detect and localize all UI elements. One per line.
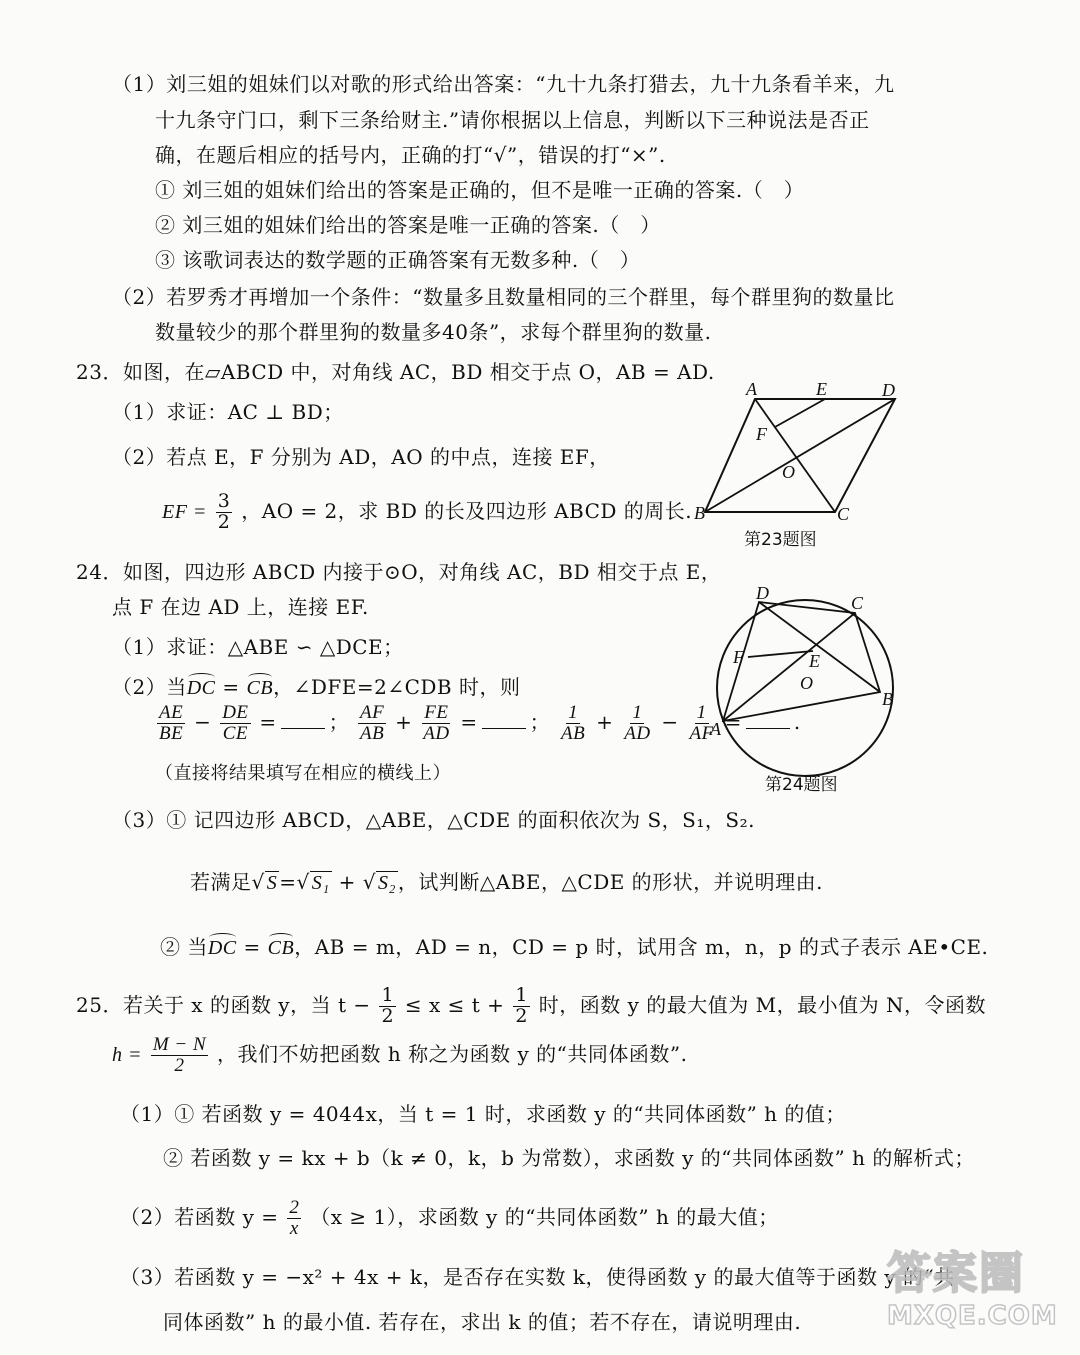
q23-diagonal-bd xyxy=(705,399,895,512)
q24-part3c: ② 当DC = CB，AB = m，AD = n，CD = p 时，试用含 m，n，p 的式子表示 AE•CE. xyxy=(160,935,989,959)
q23-label-e: E xyxy=(816,379,827,399)
q24-figure xyxy=(705,585,905,795)
q25-half-2: $\frac{1}{2}$ xyxy=(515,984,528,1027)
q23-ef-lhs: EF = xyxy=(162,500,207,523)
q24-label-c: C xyxy=(851,593,864,613)
q24-blank-1[interactable] xyxy=(281,728,325,729)
q25-stem-line2: h = $\frac{M - N}{2}$ ，我们不妨把函数 h 称之为函数 y 的“共同体函数”. xyxy=(112,1034,688,1076)
q25-part3-line2: 同体函数” h 的最小值. 若存在，求出 k 的值；若不存在，请说明理由. xyxy=(163,1310,802,1334)
q24-diagonal-ac xyxy=(723,613,855,721)
q22-statement-3: ③ 该歌词表达的数学题的正确答案有无数多种.（ ） xyxy=(155,248,641,272)
q23-label-o: O xyxy=(782,462,795,482)
q22-part2-line1: （2）若罗秀才再增加一个条件：“数量多且数量相同的三个群里，每个群里狗的数量比 xyxy=(112,285,895,309)
q23-figure xyxy=(690,375,920,525)
q23-segment-ef xyxy=(775,399,825,427)
q22-statement-1: ① 刘三姐的姐妹们给出的答案是正确的，但不是唯一正确的答案.（ ） xyxy=(155,178,805,202)
q23-part2b-text: ，AO = 2，求 BD 的长及四边形 ABCD 的周长. xyxy=(241,498,693,523)
q24-label-b: B xyxy=(882,689,893,709)
watermark-line2: MXQE.COM xyxy=(887,1301,1058,1331)
q24-note: （直接将结果填写在相应的横线上） xyxy=(155,763,451,784)
q22-part1-line3: 确，在题后相应的括号内，正确的打“√”，错误的打“×”. xyxy=(155,143,666,167)
q24-part3a: （3）① 记四边形 ABCD，△ABE，△CDE 的面积依次为 S，S₁，S₂. xyxy=(112,808,755,832)
q24-blank-2[interactable] xyxy=(482,728,526,729)
q24-frac-ae-be: $\frac{AE}{BE}$ xyxy=(159,702,184,744)
q23-part2a: （2）若点 E，F 分别为 AD，AO 的中点，连接 EF， xyxy=(112,445,610,469)
q24-arc-dc: DC xyxy=(186,677,216,699)
watermark-logo xyxy=(887,1237,1062,1331)
q23-label-f: F xyxy=(756,424,767,444)
q25-part1a: （1）① 若函数 y = 4044x，当 t = 1 时，求函数 y 的“共同体函数” h 的值； xyxy=(120,1102,846,1126)
q24-frac-1-ad: $\frac{1}{AD}$ xyxy=(624,702,651,744)
q24-blanks-row: $\frac{AE}{BE}$ − $\frac{DE}{CE}$ = ； $\frac{AF}{AB}$ + $\frac{FE}{AD}$ = ； $\frac{1}{AB}$ + $\frac{1}{AD}$ − $\frac{1}{AF}$ = . xyxy=(159,702,801,744)
q24-stem-line2: 点 F 在边 AD 上，连接 EF. xyxy=(112,595,369,619)
q24-label-d: D xyxy=(756,585,769,603)
q25-half-1: $\frac{1}{2}$ xyxy=(381,984,395,1027)
q25-part1b: ② 若函数 y = kx + b（k ≠ 0，k，b 为常数），求函数 y 的“共同体函数” h 的解析式； xyxy=(163,1146,975,1170)
q24-label-a: A xyxy=(710,719,721,739)
q23-caption: 第23题图 xyxy=(744,530,817,550)
watermark-line1: 答案圈 xyxy=(887,1248,1025,1299)
q22-part2-line2: 数量较少的那个群里狗的数量多40条”，求每个群里狗的数量. xyxy=(155,320,712,344)
q23-label-d: D xyxy=(882,380,895,400)
q25-h-fraction: $\frac{M - N}{2}$ xyxy=(152,1034,207,1076)
q24-label-e: E xyxy=(809,651,820,671)
q23-ef-fraction: $\frac{3}{2}$ xyxy=(217,490,231,533)
q24-frac-1-af: $\frac{1}{AF}$ xyxy=(689,702,714,744)
q23-stem: 23．如图，在▱ABCD 中，对角线 AC，BD 相交于点 O，AB = AD. xyxy=(76,360,715,384)
q23-part1: （1）求证：AC ⊥ BD； xyxy=(112,400,344,424)
q24-part1: （1）求证：△ABE ∽ △DCE； xyxy=(112,635,404,659)
q24-diagonal-bd xyxy=(759,602,880,692)
q23-part2b xyxy=(162,492,692,533)
q24-frac-fe-ad: $\frac{FE}{AD}$ xyxy=(423,702,450,744)
q25-part2: （2）若函数 y = $\frac{2}{x}$ （x ≥ 1），求函数 y 的“共同体函数” h 的最大值； xyxy=(120,1197,779,1239)
q22-statement-2: ② 刘三姐的姐妹们给出的答案是唯一正确的答案.（ ） xyxy=(155,213,661,237)
q25-part3-line1: （3）若函数 y = −x² + 4x + k，是否存在实数 k，使得函数 y 的最大值等于函数 y 的“共 xyxy=(120,1265,955,1289)
q24-part3b: 若满足√ S =√ S₁ + √ S₂ ，试判断△ABE，△CDE 的形状，并说明理由. xyxy=(190,870,824,894)
q23-label-a: A xyxy=(746,379,757,399)
q23-label-c: C xyxy=(837,504,850,524)
q24-label-f: F xyxy=(733,647,744,667)
q24-part3c-arc-dc: DC xyxy=(207,937,237,959)
q24-frac-af-ab: $\frac{AF}{AB}$ xyxy=(360,702,385,744)
q24-quadrilateral xyxy=(723,602,880,721)
q22-part1-line1: （1）刘三姐的姐妹们以对歌的形式给出答案：“九十九条打猎去，九十九条看羊来，九 xyxy=(112,72,895,96)
q24-stem-line1: 24．如图，四边形 ABCD 内接于⊙O，对角线 AC，BD 相交于点 E， xyxy=(76,560,722,584)
q24-frac-1-ab: $\frac{1}{AB}$ xyxy=(561,702,586,744)
q22-part1-line2: 十九条守门口，剩下三条给财主.”请你根据以上信息，判断以下三种说法是否正 xyxy=(155,108,870,132)
q25-two-over-x: $\frac{2}{x}$ xyxy=(289,1197,300,1239)
q24-frac-de-ce: $\frac{DE}{CE}$ xyxy=(222,702,249,744)
q25-stem-line1: 25．若关于 x 的函数 y，当 t − $\frac{1}{2}$ ≤ x ≤ t + $\frac{1}{2}$ 时，函数 y 的最大值为 M，最小值为 N，令函数 xyxy=(76,984,986,1027)
q24-part2: （2）当DC = CB，∠DFE=2∠CDB 时，则 xyxy=(112,675,521,699)
q24-caption: 第24题图 xyxy=(765,775,838,795)
q24-label-o: O xyxy=(800,673,813,693)
q23-label-b: B xyxy=(694,503,705,523)
q24-arc-cb: CB xyxy=(246,677,274,699)
q24-part3c-arc-cb: CB xyxy=(267,937,295,959)
